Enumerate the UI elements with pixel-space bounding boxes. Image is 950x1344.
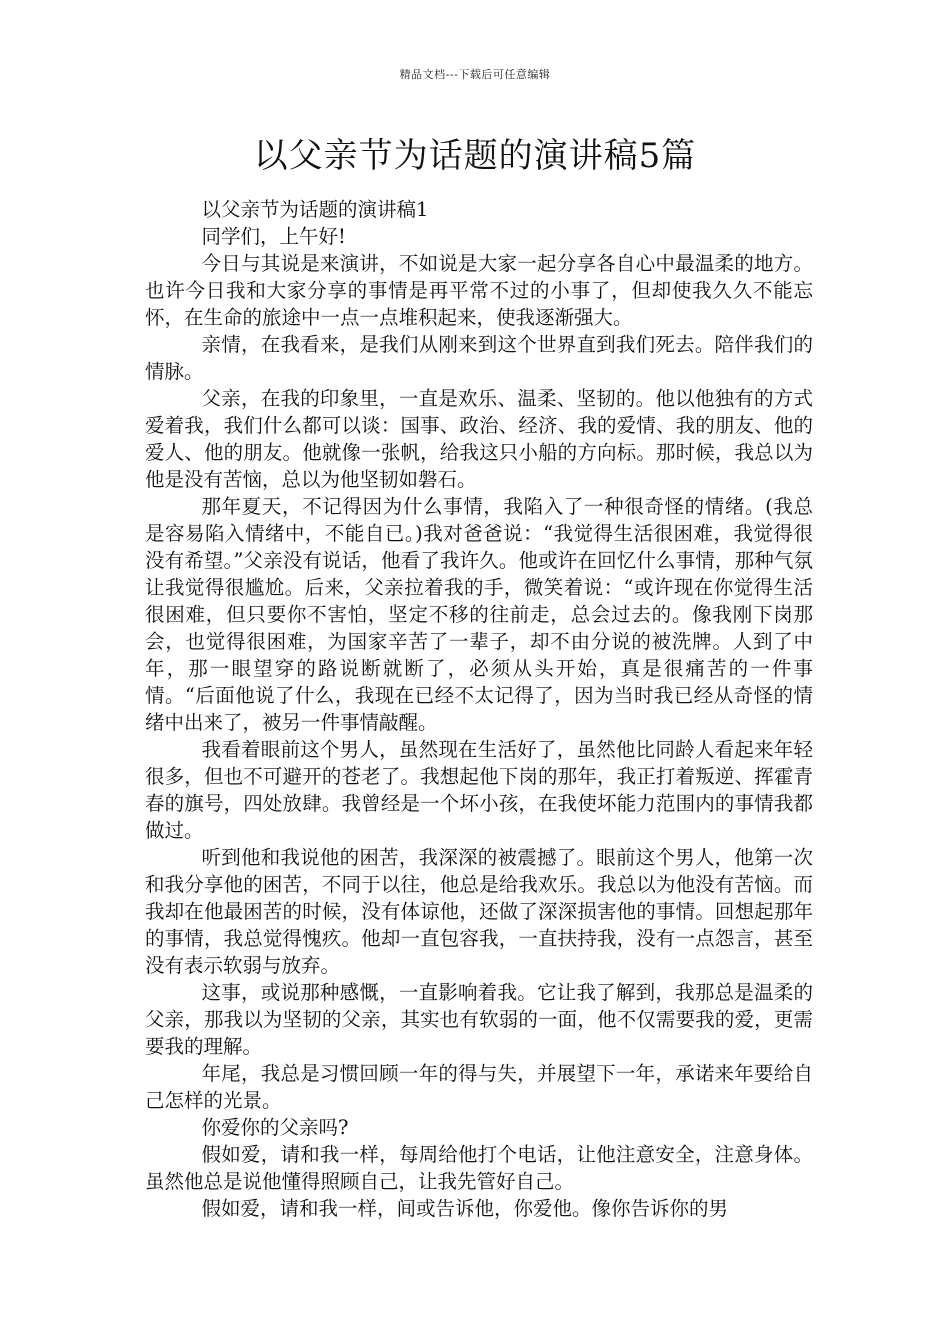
section-heading: 以父亲节为话题的演讲稿1: [201, 198, 429, 221]
paragraph: 父亲，在我的印象里，一直是欢乐、温柔、坚韧的。他以他独有的方式爱着我，我们什么都可以谈：国事、政治、经济、我的爱情、我的朋友、他的爱人、他的朋友。他就像一张帆，给我这只小船的方向标。那时候，我总以为他是没有苦恼，总以为他坚韧如磐石。: [145, 387, 813, 491]
paragraph: 听到他和我说他的困苦，我深深的被震撼了。眼前这个男人，他第一次和我分享他的困苦，不同于以往，他总是给我欢乐。我总以为他没有苦恼。而我却在他最困苦的时候，没有体谅他，还做了深深损害他的事情。回想起那年的事情，我总觉得愧疚。他却一直包容我，一直扶持我，没有一点怨言，甚至没有表示软弱与放弃。: [145, 846, 813, 977]
document-title: 以父亲节为话题的演讲稿5篇: [253, 136, 697, 176]
document-body: [145, 196, 813, 1222]
paragraph: 这事，或说那种感慨，一直影响着我。它让我了解到，我那总是温柔的父亲，那我以为坚韧的父亲，其实也有软弱的一面，他不仅需要我的爱，更需要我的理解。: [145, 981, 813, 1058]
paragraph: 我看着眼前这个男人，虽然现在生活好了，虽然他比同龄人看起来年轻很多，但也不可避开的苍老了。我想起他下岗的那年，我正打着叛逆、挥霍青春的旗号，四处放肆。我曾经是一个坏小孩，在我使坏能力范围内的事情我都做过。: [145, 738, 813, 842]
paragraph: 假如爱，请和我一样，间或告诉他，你爱他。像你告诉你的男: [201, 1197, 729, 1220]
paragraph: 假如爱，请和我一样，每周给他打个电话，让他注意安全，注意身体。虽然他总是说他懂得照顾自己，让我先管好自己。: [145, 1143, 813, 1193]
paragraph: 亲情，在我看来，是我们从刚来到这个世界直到我们死去。陪伴我们的情脉。: [145, 333, 813, 383]
paragraph: 今日与其说是来演讲，不如说是大家一起分享各自心中最温柔的地方。也许今日我和大家分享的事情是再平常不过的小事了，但却使我久久不能忘怀，在生命的旅途中一点一点堆积起来，使我逐渐强大。: [145, 252, 813, 329]
header-note: 精品文档---下载后可任意编辑: [399, 68, 551, 81]
greeting: 同学们，上午好!: [201, 225, 346, 248]
paragraph: 那年夏天，不记得因为什么事情，我陷入了一种很奇怪的情绪。(我总是容易陷入情绪中，不能自已。)我对爸爸说：“我觉得生活很困难，我觉得很没有希望。”父亲没有说话，他看了我许久。他或许在回忆什么事情，那种气氛让我觉得很尴尬。后来，父亲拉着我的手，微笑着说：“或许现在你觉得生活很困难，但只要你不害怕，坚定不移的往前走，总会过去的。像我刚下岗那会，也觉得很困难，为国家辛苦了一辈子，却不由分说的被洗牌。人到了中年，那一眼望穿的路说断就断了，必须从头开始，真是很痛苦的一件事情。“后面他说了什么，我现在已经不太记得了，因为当时我已经从奇怪的情绪中出来了，被另一件事情敲醒。: [145, 495, 813, 734]
paragraph: 你爱你的父亲吗?: [201, 1116, 349, 1139]
paragraph: 年尾，我总是习惯回顾一年的得与失，并展望下一年，承诺来年要给自己怎样的光景。: [145, 1062, 813, 1112]
